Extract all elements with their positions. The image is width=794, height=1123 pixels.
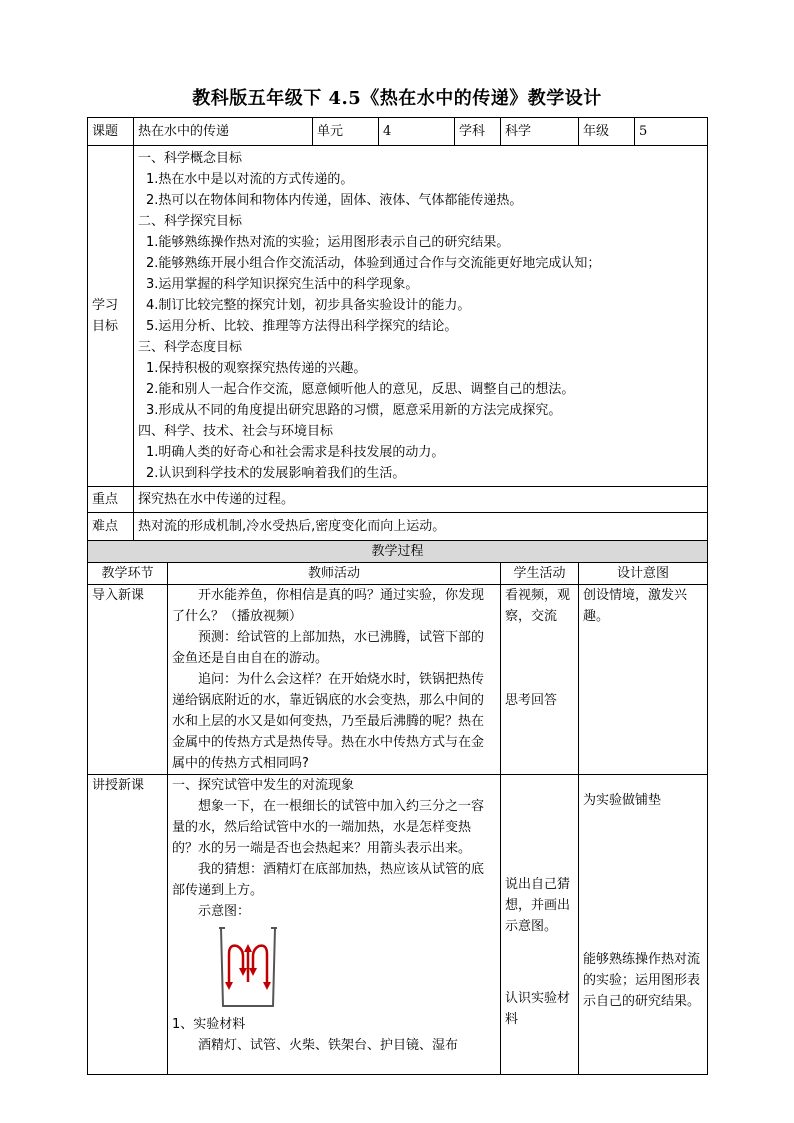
key-point-label: 重点 <box>88 487 134 513</box>
goal-line: 一、科学概念目标 <box>138 151 243 166</box>
column-header-teacher: 教师活动 <box>168 563 501 585</box>
left-convection-arrow <box>229 946 243 984</box>
xueke-label: 学科 <box>455 118 501 146</box>
keti-value: 热在水中的传递 <box>134 118 313 146</box>
lecture-intent <box>579 775 708 1075</box>
goal-line: 四、科学、技术、社会与环境目标 <box>138 424 334 439</box>
intro-row <box>88 585 708 775</box>
goal-line: 3.形成从不同的角度提出研究思路的习惯，愿意采用新的方法完成探究。 <box>146 403 562 418</box>
goal-line: 2.能够熟练开展小组合作交流活动，体验到通过合作与交流能更好地完成认知； <box>146 256 601 271</box>
goal-line: 2.热可以在物体间和物体内传递，固体、液体、气体都能传递热。 <box>146 193 523 208</box>
danyuan-value: 4 <box>379 118 455 146</box>
diagram-label: 示意图： <box>198 904 251 919</box>
goals-content <box>134 146 708 487</box>
lecture-student-activity: 说出自己猜想，并画出示意图。 <box>505 877 571 934</box>
lecture-row <box>88 775 708 1075</box>
column-header-stage: 教学环节 <box>88 563 168 585</box>
lecture-teacher-heading: 一、探究试管中发生的对流现象 <box>172 778 355 793</box>
intro-teacher <box>168 585 501 775</box>
goal-line: 2.能和别人一起合作交流，愿意倾听他人的意见，反思、调整自己的想法。 <box>146 382 575 397</box>
xueke-value: 科学 <box>501 118 579 146</box>
goal-line: 2.认识到科学技术的发展影响着我们的生活。 <box>146 466 406 481</box>
key-point-row <box>88 487 708 513</box>
goal-line: 1.明确人类的好奇心和社会需求是科技发展的动力。 <box>146 445 445 460</box>
column-header-student: 学生活动 <box>501 563 579 585</box>
intro-stage: 导入新课 <box>88 585 168 775</box>
goal-line: 5.运用分析、比较、推理等方法得出科学探究的结论。 <box>146 319 458 334</box>
goal-line: 1.保持积极的观察探究热传递的兴趣。 <box>146 361 367 376</box>
materials-text: 酒精灯、试管、火柴、铁架台、护目镜、湿布 <box>198 1038 459 1053</box>
difficulty-value: 热对流的形成机制,冷水受热后,密度变化而向上运动。 <box>134 513 708 541</box>
materials-heading: 1、实验材料 <box>172 1017 246 1032</box>
lecture-teacher-paragraph: 想象一下，在一根细长的试管中加入约三分之一容量的水，然后给试管中水的一端加热，水是怎样变热的？水的另一端是否也会热起来？用箭头表示出来。 <box>172 799 485 856</box>
goals-label <box>88 146 134 487</box>
lecture-stage: 讲授新课 <box>88 775 168 1075</box>
intro-teacher-paragraph: 追问：为什么会这样？在开始烧水时，铁锅把热传递给锅底附近的水，靠近锅底的水会变热，那么中间的水和上层的水又是如何变热，乃至最后沸腾的呢？热在金属中的传热方式是热传导。热在水中传热方式与在金属中的传热方式相同吗? <box>172 672 485 771</box>
process-header-row <box>88 563 708 585</box>
keti-label: 课题 <box>88 118 134 146</box>
goal-line: 1.热在水中是以对流的方式传递的。 <box>146 172 354 187</box>
goal-line: 3.运用掌握的科学知识探究生活中的科学现象。 <box>146 277 419 292</box>
difficulty-label: 难点 <box>88 513 134 541</box>
intro-student-activity: 思考回答 <box>505 693 558 708</box>
lecture-student <box>501 775 579 1075</box>
lecture-teacher <box>168 775 501 1075</box>
lecture-intent-1: 为实验做铺垫 <box>583 793 662 808</box>
lecture-intent-2: 能够熟练操作热对流的实验；运用图形表示自己的研究结果。 <box>583 952 701 1009</box>
lesson-plan-table <box>87 117 708 1075</box>
intro-student-activity: 看视频，观察，交流 <box>505 588 571 624</box>
nianji-label: 年级 <box>579 118 635 146</box>
goals-row <box>88 146 708 487</box>
nianji-value: 5 <box>635 118 708 146</box>
process-title-row <box>88 541 708 563</box>
key-point-value: 探究热在水中传递的过程。 <box>134 487 708 513</box>
goals-label-line2: 目标 <box>92 319 119 334</box>
goal-line: 二、科学探究目标 <box>138 214 243 229</box>
header-row <box>88 118 708 146</box>
goal-line: 1.能够熟练操作热对流的实验；运用图形表示自己的研究结果。 <box>146 235 510 250</box>
goal-line: 4.制订比较完整的探究计划，初步具备实验设计的能力。 <box>146 298 471 313</box>
intro-teacher-paragraph: 预测：给试管的上部加热，水已沸腾，试管下部的金鱼还是自由自在的游动。 <box>172 630 485 666</box>
goal-line: 三、科学态度目标 <box>138 340 243 355</box>
lecture-student-activity: 认识实验材料 <box>505 991 571 1027</box>
intro-teacher-paragraph: 开水能养鱼，你相信是真的吗？通过实验，你发现了什么？（播放视频） <box>172 588 485 624</box>
right-convection-arrow <box>253 946 267 984</box>
column-header-intent: 设计意图 <box>579 563 708 585</box>
danyuan-label: 单元 <box>313 118 379 146</box>
goals-label-line1: 学习 <box>92 298 119 313</box>
intro-intent: 创设情境，激发兴趣。 <box>579 585 708 775</box>
convection-diagram <box>217 924 279 1010</box>
page-title: 教科版五年级下 4.5《热在水中的传递》教学设计 <box>192 88 602 109</box>
difficulty-row <box>88 513 708 541</box>
process-section-title: 教学过程 <box>88 541 708 563</box>
intro-student <box>501 585 579 775</box>
lecture-teacher-paragraph: 我的猜想：酒精灯在底部加热，热应该从试管的底部传递到上方。 <box>172 862 485 898</box>
